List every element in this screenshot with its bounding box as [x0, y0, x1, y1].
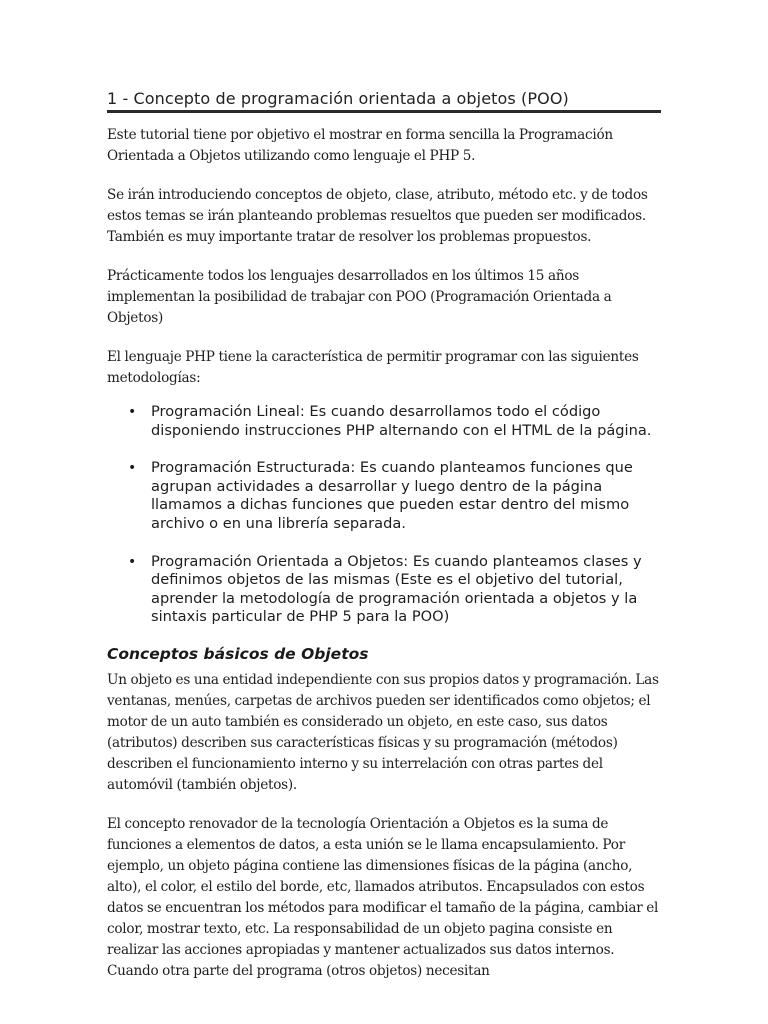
- title-underline: [107, 110, 661, 113]
- bullet-icon: •: [128, 553, 137, 570]
- bullet-icon: •: [128, 404, 137, 420]
- list-item: [107, 459, 660, 533]
- list-item: [107, 553, 660, 627]
- intro-paragraph-1: Este tutorial tiene por objetivo el mostrar en forma sencilla la Programación Orientada a Objetos utilizando como lenguaje el PHP 5.: [107, 127, 613, 164]
- section-heading: Conceptos básicos de Objetos: [107, 644, 369, 663]
- intro-paragraph-4: El lenguaje PHP tiene la característica de permitir programar con las siguientes metodologías:: [107, 349, 639, 386]
- list-item-text: Programación Estructurada: Es cuando planteamos funciones que agrupan actividades a desarrollar y luego dentro de la página llamamos a dichas funciones que pueden estar dentro del mismo archivo o en una librería separada.: [151, 459, 633, 532]
- intro-paragraph-2: Se irán introduciendo conceptos de objeto, clase, atributo, método etc. y de todos estos temas se irán planteando problemas resueltos que pueden ser modificados. También es muy importante tratar de resolver los problemas propuestos.: [107, 187, 648, 245]
- section-paragraph-2: El concepto renovador de la tecnología Orientación a Objetos es la suma de funciones a elementos de datos, a esta unión se le llama encapsulamiento. Por ejemplo, un objeto página contiene las dimensiones físicas de la página (ancho, alto), el color, el estilo del borde, etc, llamados atributos. Encapsulados con estos datos se encuentran los métodos para modificar el tamaño de la página, cambiar el color, mostrar texto, etc. La responsabilidad de un objeto pagina consiste en realizar las acciones apropiadas y mantener actualizados sus datos internos. Cuando otra parte del programa (otros objetos) necesitan: [107, 815, 659, 979]
- methodology-list: [107, 403, 660, 627]
- document-title: 1 - Concepto de programación orientada a objetos (POO): [107, 89, 569, 108]
- bullet-icon: •: [128, 460, 137, 477]
- list-item: [107, 403, 660, 440]
- intro-paragraph-3: Prácticamente todos los lenguajes desarrollados en los últimos 15 años implementan la posibilidad de trabajar con POO (Programación Orientada a Objetos): [107, 268, 612, 326]
- list-item-text: Programación Lineal: Es cuando desarrollamos todo el código disponiendo instrucciones PHP alternando con el HTML de la página.: [151, 403, 652, 439]
- section-paragraph-1: Un objeto es una entidad independiente con sus propios datos y programación. Las ventanas, menúes, carpetas de archivos pueden ser identificados como objetos; el motor de un auto también es considerado un objeto, en este caso, sus datos (atributos) describen sus características físicas y su programación (métodos) describen el funcionamiento interno y su interrelación con otras partes del automóvil (también objetos).: [107, 671, 659, 793]
- list-item-text: Programación Orientada a Objetos: Es cuando planteamos clases y definimos objetos de las mismas (Este es el objetivo del tutorial, aprender la metodología de programación orientada a objetos y la sintaxis particular de PHP 5 para la POO): [151, 552, 642, 626]
